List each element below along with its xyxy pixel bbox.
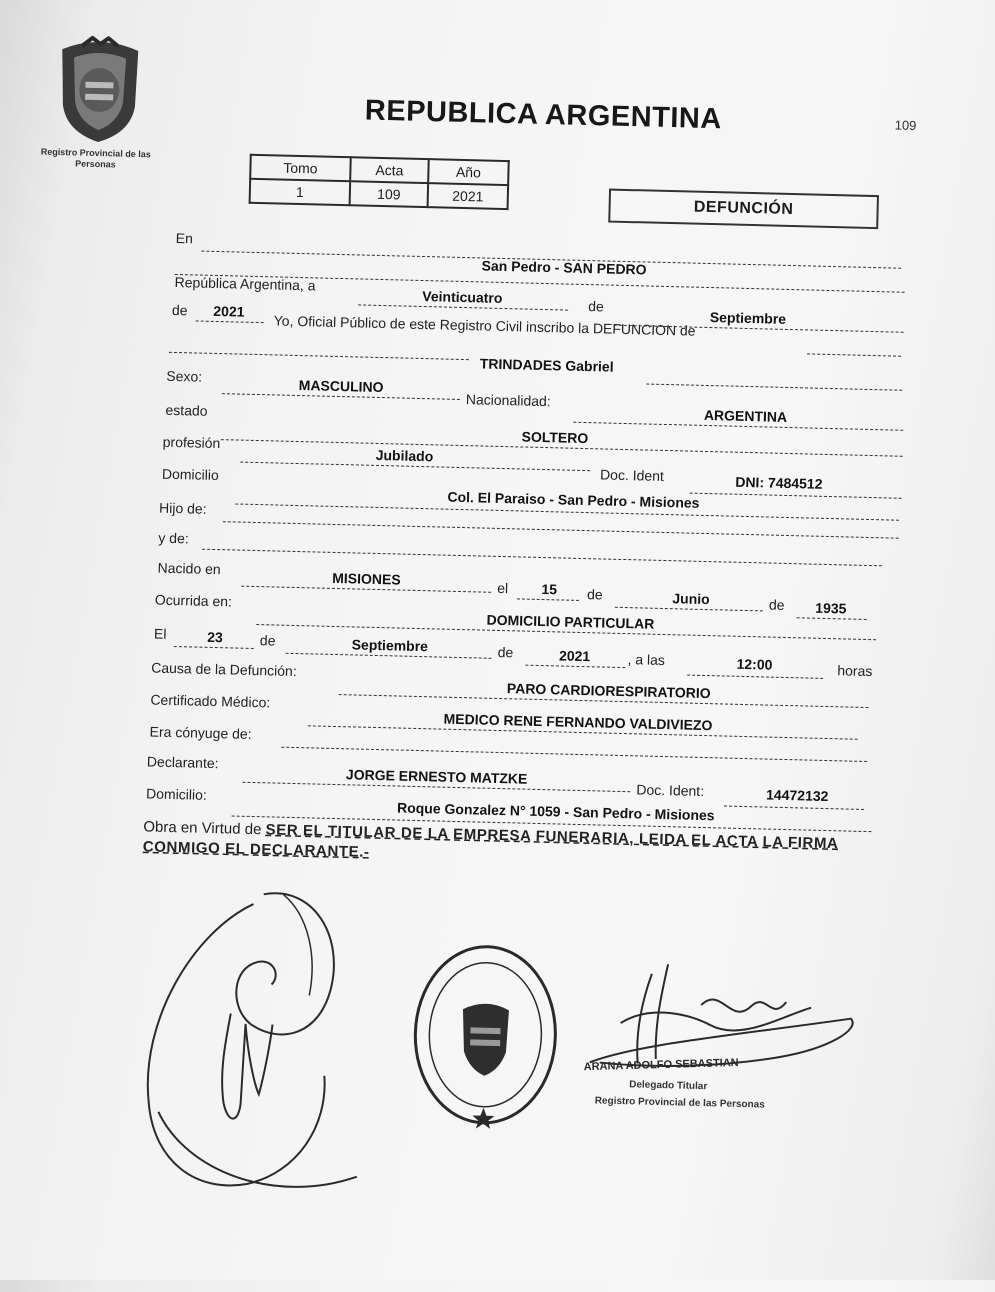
closing-statement — [143, 817, 884, 875]
label-obra: Obra en Virtud de — [143, 818, 262, 839]
value-dia-texto: Veinticuatro — [422, 288, 503, 306]
value-fallecimiento-mes: Septiembre — [351, 636, 429, 655]
value-difunto: TRINDADES Gabriel — [479, 355, 614, 375]
dotted-line — [517, 598, 579, 601]
dotted-line — [202, 549, 882, 567]
label-y-de: y de: — [158, 529, 189, 547]
label-ocurrida-en: Ocurrida en: — [154, 591, 233, 610]
value-nacimiento-mes: Junio — [672, 590, 710, 608]
dotted-line — [196, 320, 264, 323]
registry-table — [249, 154, 510, 210]
value-tomo: 1 — [250, 179, 351, 205]
page-number: 109 — [894, 117, 917, 134]
label-domicilio: Domicilio — [161, 465, 219, 484]
value-causa: PARO CARDIORESPIRATORIO — [506, 680, 711, 702]
dotted-line — [281, 747, 867, 762]
value-estado: SOLTERO — [521, 428, 589, 447]
value-nacido-en: MISIONES — [332, 569, 401, 588]
value-nacimiento-dia: 15 — [541, 581, 558, 598]
label-declarante: Declarante: — [146, 753, 219, 772]
document-title: REPUBLICA ARGENTINA — [364, 94, 723, 136]
dotted-line — [174, 646, 254, 649]
label-el-fecha: El — [153, 625, 167, 642]
value-domicilio: Col. El Paraiso - San Pedro - Misiones — [447, 488, 700, 511]
label-doc-ident-decl: Doc. Ident: — [636, 781, 705, 800]
label-de-2: de — [768, 596, 785, 613]
label-en: En — [175, 229, 194, 247]
label-de-mes: de — [587, 298, 604, 315]
value-lugar: San Pedro - SAN PEDRO — [481, 257, 647, 278]
value-acta: 109 — [350, 181, 429, 207]
label-de-anio: de — [171, 301, 188, 319]
official-title: Delegado Titular — [629, 1079, 708, 1093]
header-tomo: Tomo — [250, 155, 351, 181]
value-anio: 2021 — [428, 183, 509, 209]
label-conyuge: Era cónyuge de: — [149, 723, 252, 742]
label-causa: Causa de la Defunción: — [151, 659, 297, 680]
label-republica: República Argentina, a — [174, 273, 316, 294]
label-de-4: de — [497, 643, 514, 661]
label-a-las: , a las — [627, 651, 666, 669]
value-nacimiento-anio: 1935 — [815, 599, 847, 617]
value-certificado: MEDICO RENE FERNANDO VALDIVIEZO — [443, 710, 713, 734]
label-yo-oficial: Yo, Oficial Público de este Registro Civil inscribo la DEFUNCION de — [273, 312, 696, 339]
value-declarante-doc: 14472132 — [765, 786, 829, 805]
dotted-line — [169, 352, 469, 360]
label-domicilio-decl: Domicilio: — [145, 785, 208, 803]
value-obra-texto: SER EL TITULAR DE LA EMPRESA FUNERARIA, LEIDA EL ACTA LA FIRMA CONMIGO EL DECLARANTE.- — [142, 821, 839, 861]
label-nacionalidad: Nacionalidad: — [465, 391, 551, 410]
header-acta: Acta — [350, 157, 429, 183]
logo-caption: Registro Provincial de las Personas — [40, 146, 151, 170]
dotted-line — [687, 675, 823, 679]
declarant-signature — [126, 871, 374, 1207]
value-y-de — [303, 535, 703, 545]
dotted-line — [807, 353, 901, 356]
label-de-1: de — [586, 586, 603, 603]
document-type-box: DEFUNCIÓN — [608, 189, 879, 230]
value-sexo: MASCULINO — [298, 377, 384, 396]
value-declarante: JORGE ERNESTO MATZKE — [345, 766, 528, 787]
value-profesion: Jubilado — [375, 446, 434, 465]
header-anio: Año — [428, 159, 509, 185]
value-hora: 12:00 — [736, 655, 773, 673]
label-profesion: profesión — [162, 433, 221, 452]
label-sexo: Sexo: — [166, 367, 203, 385]
label-de-3: de — [259, 632, 276, 649]
value-mes: Septiembre — [709, 309, 787, 327]
label-estado: estado — [165, 401, 208, 419]
value-fallecimiento-anio: 2021 — [558, 647, 591, 665]
label-el: el — [497, 579, 509, 597]
value-fallecimiento-dia: 23 — [206, 628, 223, 646]
official-name: ARANA ADOLFO SEBASTIAN — [583, 1056, 739, 1074]
dotted-line — [525, 665, 625, 668]
label-hijo-de: Hijo de: — [158, 499, 207, 517]
label-doc-ident: Doc. Ident — [599, 466, 665, 484]
dotted-line — [223, 521, 899, 539]
dotted-line — [646, 383, 902, 390]
value-documento: DNI: 7484512 — [735, 473, 823, 492]
official-organization: Registro Provincial de las Personas — [594, 1095, 765, 1111]
value-declarante-domicilio: Roque Gonzalez N° 1059 - San Pedro - Misiones — [396, 799, 715, 824]
official-seal — [408, 938, 563, 1132]
value-anio: 2021 — [213, 302, 245, 320]
label-horas: horas — [837, 662, 873, 680]
dotted-line — [797, 617, 867, 620]
label-nacido-en: Nacido en — [157, 559, 221, 578]
value-nacionalidad: ARGENTINA — [703, 406, 788, 425]
label-certificado: Certificado Médico: — [150, 691, 271, 711]
registry-logo — [50, 35, 149, 145]
value-ocurrida-en: DOMICILIO PARTICULAR — [486, 611, 655, 632]
